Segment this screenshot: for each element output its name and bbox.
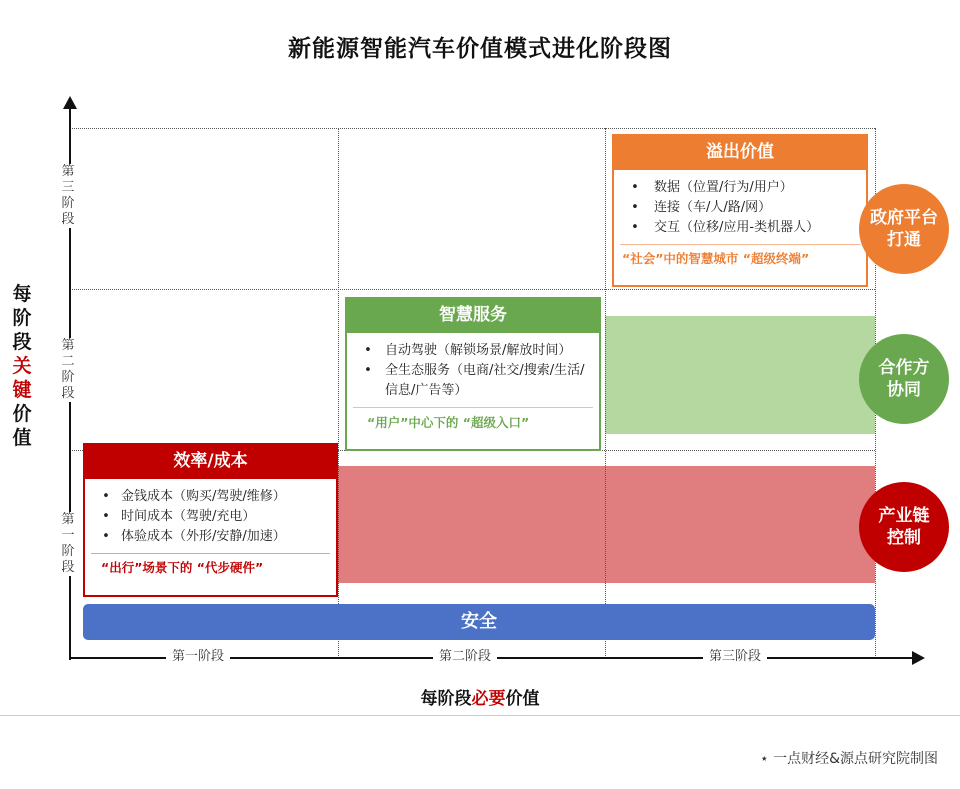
- overflow-card-title: 溢出价值: [612, 134, 868, 170]
- x-axis-arrow: [912, 651, 925, 665]
- safety-foundation-bar: 安全: [83, 604, 875, 640]
- y-axis-title-highlight: 关键: [12, 355, 32, 401]
- industry-chain-circle: [859, 482, 949, 572]
- grid-line-col1: [338, 128, 339, 658]
- smart-service-card: [345, 297, 601, 451]
- stage1-value-band: [338, 466, 875, 583]
- x-stage-label-2: 第二阶段: [433, 648, 497, 666]
- list-item: • 自动驾驶（解锁场景/解放时间）: [364, 343, 572, 358]
- y-axis-arrow: [63, 96, 77, 109]
- x-axis-title-part1: 每阶段: [420, 689, 472, 709]
- diagram-title: 新能源智能汽车价值模式进化阶段图: [288, 36, 672, 62]
- gov-circle-line1: 政府平台: [870, 208, 938, 228]
- smart-card-footer: “用户”中心下的 “超级入口”: [367, 415, 530, 430]
- y-stage-label-1: 第一阶段: [61, 512, 75, 575]
- list-item: • 交互（位移/应用-类机器人）: [631, 220, 820, 235]
- gov-circle-line2: 打通: [887, 230, 921, 250]
- coop-circle-line2: 协同: [887, 380, 921, 400]
- efficiency-cost-card: [83, 443, 338, 597]
- stage2-value-band: [605, 316, 875, 434]
- efficiency-card-title: 效率/成本: [83, 443, 338, 479]
- smart-card-title: 智慧服务: [345, 297, 601, 333]
- efficiency-card-list: [85, 487, 336, 547]
- y-stage-label-3: 第三阶段: [61, 164, 75, 227]
- grid-line-upper: [70, 289, 875, 290]
- coop-circle-line1: 合作方: [878, 358, 930, 378]
- list-item: • 连接（车/人/路/网）: [631, 200, 772, 215]
- y-axis-title-part1: 每阶段: [12, 283, 32, 353]
- chain-circle-line1: 产业链: [878, 506, 930, 526]
- source-credit: ⋆ 一点财经&源点研究院制图: [759, 751, 938, 767]
- list-item: • 数据（位置/行为/用户）: [631, 180, 793, 195]
- grid-line-col2: [605, 128, 606, 658]
- list-item: • 体验成本（外形/安静/加速）: [102, 529, 286, 544]
- chain-circle-line2: 控制: [887, 528, 921, 548]
- list-item: • 金钱成本（购买/驾驶/维修）: [102, 489, 286, 504]
- partner-circle: [859, 334, 949, 424]
- list-item: • 全生态服务（电商/社交/搜索/生活/信息/广告等）: [364, 363, 585, 398]
- overflow-value-card: [612, 134, 868, 287]
- y-axis-title: [8, 282, 36, 450]
- y-axis-title-part3: 价值: [12, 403, 32, 449]
- x-axis-title-highlight: 必要: [471, 689, 506, 709]
- overflow-card-list: [614, 178, 866, 238]
- x-stage-label-3: 第三阶段: [703, 648, 767, 666]
- footer-divider: [0, 715, 960, 716]
- overflow-card-footer: “社会”中的智慧城市 “超级终端”: [622, 251, 810, 266]
- y-stage-label-2: 第二阶段: [61, 338, 75, 401]
- x-axis-title-part3: 价值: [505, 689, 540, 709]
- gov-platform-circle: [859, 184, 949, 274]
- grid-line-top: [70, 128, 875, 129]
- efficiency-card-footer: “出行”场景下的 “代步硬件”: [101, 560, 264, 575]
- smart-card-list: [347, 341, 599, 401]
- x-axis-title: [0, 684, 960, 709]
- x-stage-label-1: 第一阶段: [166, 648, 230, 666]
- list-item: • 时间成本（驾驶/充电）: [102, 509, 256, 524]
